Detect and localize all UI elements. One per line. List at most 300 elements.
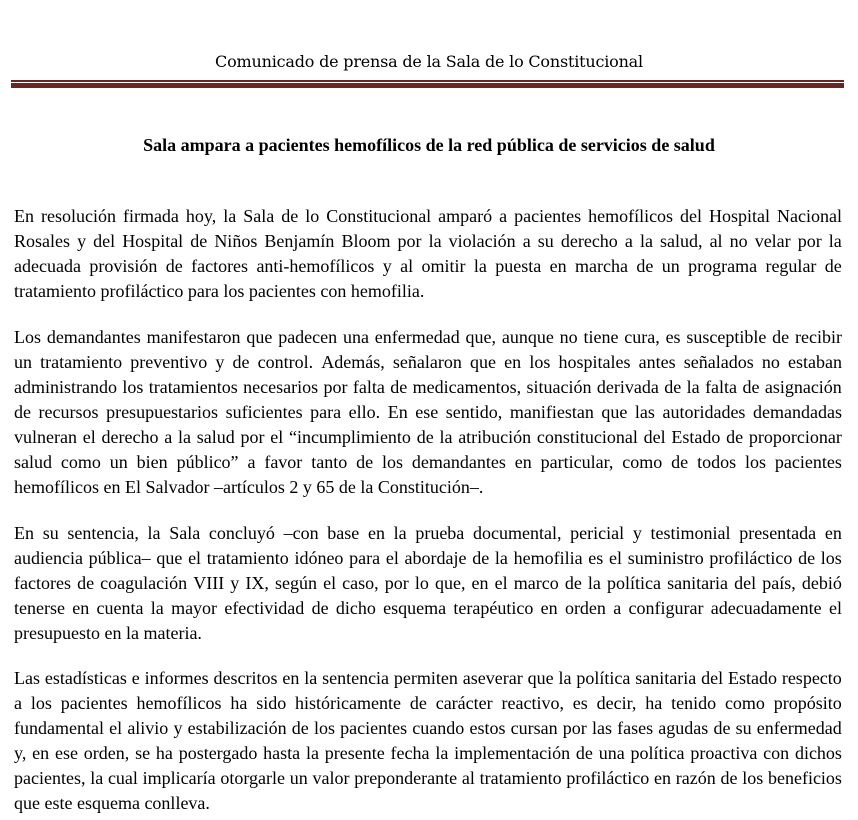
word: de [232, 352, 250, 372]
word: el [188, 548, 202, 568]
word: cura, [624, 327, 660, 347]
word: de [671, 452, 689, 472]
word: tenido [671, 693, 717, 713]
word: las [634, 402, 655, 422]
word: el [323, 573, 337, 593]
word: y [77, 231, 87, 251]
text-line [14, 691, 842, 716]
word: sanitaria [635, 668, 697, 688]
word: factores [14, 573, 71, 593]
word: testimonial [650, 523, 731, 543]
paragraph-3 [14, 521, 842, 646]
word: estos [469, 718, 506, 738]
word: la [305, 743, 319, 763]
word: la [558, 668, 572, 688]
word: IX, [245, 573, 269, 593]
word: y, [14, 743, 27, 763]
word: los [820, 548, 842, 568]
word: fases [617, 718, 654, 738]
word: Los [14, 327, 41, 347]
word: por [397, 231, 422, 251]
word: sanitaria [667, 573, 729, 593]
word: de [416, 427, 434, 447]
word: del [93, 231, 116, 251]
word: permiten [393, 668, 458, 688]
word: hasta [263, 743, 301, 763]
text-line [14, 375, 842, 400]
word: resolución [40, 206, 116, 226]
word: beneficios [767, 768, 842, 788]
paragraph-2 [14, 325, 842, 500]
word: de [798, 548, 816, 568]
word: presupuestarios [106, 402, 219, 422]
word: un [661, 256, 680, 276]
word: de [390, 377, 408, 397]
word: ese [415, 402, 439, 422]
word: reactivo, [501, 693, 564, 713]
word: pacientes [774, 452, 842, 472]
word: del [734, 573, 757, 593]
word: del [701, 668, 724, 688]
word: pacientes [60, 693, 128, 713]
word: la [639, 231, 653, 251]
text-line [14, 546, 842, 571]
text-line [14, 350, 842, 375]
word: para [349, 548, 381, 568]
text-line [14, 229, 842, 254]
word: Nacional [777, 206, 842, 226]
word: del [643, 427, 666, 447]
word: a [14, 693, 22, 713]
word: postergado [178, 743, 258, 763]
word: medicamentos, [412, 377, 522, 397]
word: de [726, 427, 744, 447]
word: suministro [627, 548, 704, 568]
word: sido [256, 693, 287, 713]
word: administrando [14, 377, 117, 397]
press-release-headline: Sala ampara a pacientes hemofílicos de la red pública de servicios de salud [143, 135, 715, 155]
word: razón [675, 768, 716, 788]
word: y [230, 573, 240, 593]
word: pública– [88, 548, 151, 568]
word: Estado [727, 668, 777, 688]
word: derecho [101, 427, 159, 447]
word: propósito [773, 693, 842, 713]
word: Hospital [122, 231, 184, 251]
word: dicho [335, 598, 376, 618]
word: en [471, 573, 489, 593]
word: y [215, 352, 225, 372]
word: históricamente [295, 693, 402, 713]
word: el [270, 427, 284, 447]
word: no [729, 231, 748, 251]
word: valor [312, 768, 350, 788]
word: Rosales [14, 231, 70, 251]
word: tenerse [14, 598, 65, 618]
text-line [14, 741, 842, 766]
word: sentencia [322, 668, 390, 688]
word: fecha [390, 743, 430, 763]
word: el [385, 548, 399, 568]
word: de [772, 327, 790, 347]
word: a [164, 427, 173, 447]
word: enfermedad [756, 718, 842, 738]
word: tiene [583, 327, 619, 347]
text-line: que este esquema conlleva. [14, 793, 210, 813]
word: la [177, 427, 191, 447]
word: aunque [501, 327, 554, 347]
word: la [90, 768, 104, 788]
word: VIII [193, 573, 225, 593]
word: de [311, 598, 329, 618]
word: la [393, 523, 407, 543]
word: implementación [454, 743, 571, 763]
word: y [173, 718, 183, 738]
text-line [14, 450, 842, 475]
word: decir, [596, 693, 637, 713]
header-rule-thick [11, 83, 844, 88]
word: la [439, 427, 453, 447]
word: situación [526, 377, 592, 397]
word: en [540, 598, 558, 618]
word: hemofílicos [136, 693, 222, 713]
word: ello. [348, 402, 381, 422]
text-line: hemofílicos en El Salvador –artículos 2 y 65 de la Constitución–. [14, 477, 484, 497]
word: salud, [660, 231, 703, 251]
word: adecuada [14, 256, 81, 276]
word: que [527, 668, 554, 688]
word: que [156, 548, 183, 568]
word: carácter [435, 693, 493, 713]
word: demandantes [46, 327, 141, 347]
word: ese [54, 743, 78, 763]
word: que, [434, 573, 466, 593]
word: hemofilia [513, 548, 583, 568]
word: enfermedad [374, 327, 460, 347]
word: proactiva [690, 743, 758, 763]
word: cursan [510, 718, 558, 738]
word: coagulación [100, 573, 188, 593]
word: otorgarle [220, 768, 286, 788]
word: base [327, 523, 360, 543]
word: en [504, 352, 522, 372]
word: de [824, 256, 842, 276]
word: en [654, 768, 672, 788]
word: la [147, 523, 161, 543]
word: marcha [575, 256, 628, 276]
word: en [824, 523, 842, 543]
word: de [636, 256, 654, 276]
word: vulneran [14, 427, 77, 447]
word: como [60, 452, 101, 472]
word: antes [638, 352, 676, 372]
word: demandantes [411, 452, 506, 472]
word: sentido, [445, 402, 503, 422]
word: Bloom [341, 231, 391, 251]
word: concluyó [208, 523, 275, 543]
word: que [601, 402, 628, 422]
word: y [632, 523, 642, 543]
word: una [598, 743, 625, 763]
word: por [384, 573, 409, 593]
word: hospitales [558, 352, 631, 372]
word: caso, [342, 573, 379, 593]
word: que, [465, 327, 497, 347]
word: configurar [628, 598, 704, 618]
word: audiencia [14, 548, 83, 568]
word: no [559, 327, 578, 347]
word: las [591, 718, 612, 738]
word: en [514, 452, 532, 472]
word: a [522, 231, 531, 251]
word: de [472, 548, 490, 568]
word: tratamiento [40, 352, 123, 372]
word: Estado [671, 427, 721, 447]
word: Hospital [709, 206, 771, 226]
word: de [742, 377, 760, 397]
text-line [14, 571, 842, 596]
word: la [494, 548, 508, 568]
word: como [622, 452, 663, 472]
word: su [42, 523, 59, 543]
word: salud [196, 427, 235, 447]
word: lo [414, 573, 429, 593]
word: en [72, 598, 90, 618]
word: el [609, 548, 622, 568]
word: los [30, 693, 52, 713]
word: abordaje [404, 548, 467, 568]
word: la [150, 598, 164, 618]
word: –con [283, 523, 319, 543]
word: es [588, 548, 604, 568]
word: En [14, 523, 34, 543]
word: tratamientos [148, 377, 238, 397]
word: ha [645, 693, 663, 713]
word: atribución [458, 427, 532, 447]
word: tanto [311, 452, 348, 472]
text-line [14, 254, 842, 279]
word: la [223, 206, 237, 226]
word: por [797, 231, 822, 251]
word: debió [801, 573, 842, 593]
word: de [564, 573, 582, 593]
word: ha [230, 693, 248, 713]
word: señalaron [392, 352, 462, 372]
word: se [135, 743, 151, 763]
word: proporcionar [748, 427, 842, 447]
word: anti-hemofílicos [256, 256, 375, 276]
word: Las [14, 668, 40, 688]
word: amparó [438, 206, 493, 226]
word: el [828, 598, 842, 618]
word: asignación [764, 377, 842, 397]
text-line [14, 204, 842, 229]
text-line [14, 596, 842, 621]
word: derecho [560, 231, 618, 251]
word: padecen [278, 327, 338, 347]
word: violación [448, 231, 516, 251]
word: pacientes [340, 718, 408, 738]
word: factores [191, 256, 249, 276]
word: de [291, 718, 309, 738]
word: política [607, 573, 661, 593]
word: particular, [540, 452, 614, 472]
word: documental, [473, 523, 562, 543]
word: En [14, 206, 34, 226]
word: a [247, 452, 256, 472]
word: de [165, 256, 183, 276]
word: un [109, 452, 128, 472]
word: Además, [321, 352, 385, 372]
word: cuando [412, 718, 465, 738]
word: demandadas [752, 402, 842, 422]
word: pericial [570, 523, 625, 543]
word: la [428, 231, 442, 251]
text-line [14, 325, 842, 350]
word: agudas [658, 718, 709, 738]
word: con [763, 743, 790, 763]
text-line: presupuesto en la materia. [14, 623, 202, 643]
word: En [387, 402, 408, 422]
word: todos [697, 452, 737, 472]
word: el [494, 573, 508, 593]
word: bien [136, 452, 168, 472]
word: fundamental [14, 718, 104, 738]
word: es [572, 693, 588, 713]
word: Constitucional [326, 206, 432, 226]
word: pacientes [514, 206, 582, 226]
word: recibir [794, 327, 842, 347]
word: de [190, 231, 208, 251]
word: descritos [213, 668, 278, 688]
word: estadísticas [44, 668, 127, 688]
text-line [14, 716, 842, 741]
word: los [529, 352, 551, 372]
word: Sala [243, 206, 275, 226]
paragraph-4 [14, 666, 842, 816]
word: constitucional [536, 427, 638, 447]
word: manifestaron [146, 327, 241, 347]
word: de [409, 693, 427, 713]
word: la [435, 743, 449, 763]
word: de [14, 402, 31, 422]
text-line [14, 425, 842, 450]
text-line [14, 766, 842, 791]
word: y [382, 256, 392, 276]
word: la [304, 668, 318, 688]
word: hemofílicos [588, 206, 674, 226]
word: profiláctico [709, 548, 793, 568]
word: al [461, 768, 475, 788]
word: los [313, 718, 335, 738]
word: hoy, [185, 206, 217, 226]
word: por [240, 427, 265, 447]
word: al [709, 231, 723, 251]
word: puesta [495, 256, 542, 276]
word: dichos [794, 743, 842, 763]
paragraph-1 [14, 204, 842, 304]
word: orden, [83, 743, 130, 763]
word: informes [144, 668, 209, 688]
word: provisión [89, 256, 158, 276]
word: del [680, 206, 703, 226]
word: que [246, 327, 273, 347]
word: país, [762, 573, 796, 593]
word: política [576, 668, 631, 688]
word: un [14, 352, 32, 372]
word: por [323, 377, 348, 397]
word: política [630, 743, 685, 763]
word: idóneo [294, 548, 344, 568]
word: suficientes [225, 402, 303, 422]
word: de [713, 718, 731, 738]
word: como [724, 693, 765, 713]
word: a [499, 206, 508, 226]
word: lo [305, 206, 320, 226]
word: no [761, 352, 780, 372]
word: al [400, 256, 414, 276]
word: regular [765, 256, 817, 276]
word: respecto [781, 668, 842, 688]
text-line [14, 521, 842, 546]
word: en [32, 743, 50, 763]
word: falta [352, 377, 385, 397]
word: tratamiento [479, 768, 562, 788]
word: la [828, 231, 842, 251]
word: efectividad [224, 598, 305, 618]
word: los [742, 768, 764, 788]
word: prueba [415, 523, 465, 543]
word: los [744, 452, 766, 472]
word: su [735, 718, 752, 738]
word: señalados [683, 352, 754, 372]
word: Niños [214, 231, 258, 251]
word: derivada [596, 377, 659, 397]
word: falta [705, 377, 738, 397]
word: presente [324, 743, 385, 763]
word: cuenta [96, 598, 144, 618]
word: aseverar [462, 668, 523, 688]
word: pacientes, [14, 768, 86, 788]
word: esquema [383, 598, 447, 618]
word: la [686, 377, 700, 397]
word: Benjamín [264, 231, 335, 251]
word: alivio [127, 718, 169, 738]
word: omitir [421, 256, 466, 276]
word: en [549, 256, 567, 276]
word: a [624, 231, 633, 251]
word: profiláctico [566, 768, 650, 788]
document-title: Comunicado de prensa de la Sala de lo Constitucional [215, 52, 643, 71]
word: estabilización [187, 718, 287, 738]
word: autoridades [662, 402, 746, 422]
word: una [342, 327, 369, 347]
word: orden [564, 598, 606, 618]
word: marco [513, 573, 559, 593]
word: el [82, 427, 96, 447]
word: que [470, 352, 497, 372]
word: tratamiento [206, 548, 289, 568]
word: firmada [122, 206, 179, 226]
word: estaban [788, 352, 842, 372]
text-line [14, 400, 842, 425]
word: de [720, 768, 738, 788]
word: mayor [171, 598, 218, 618]
word: manifiestan [509, 402, 594, 422]
word: un [289, 768, 308, 788]
word: en [282, 668, 300, 688]
text-line: tratamiento profiláctico para los pacientes con hemofilia. [14, 281, 425, 301]
